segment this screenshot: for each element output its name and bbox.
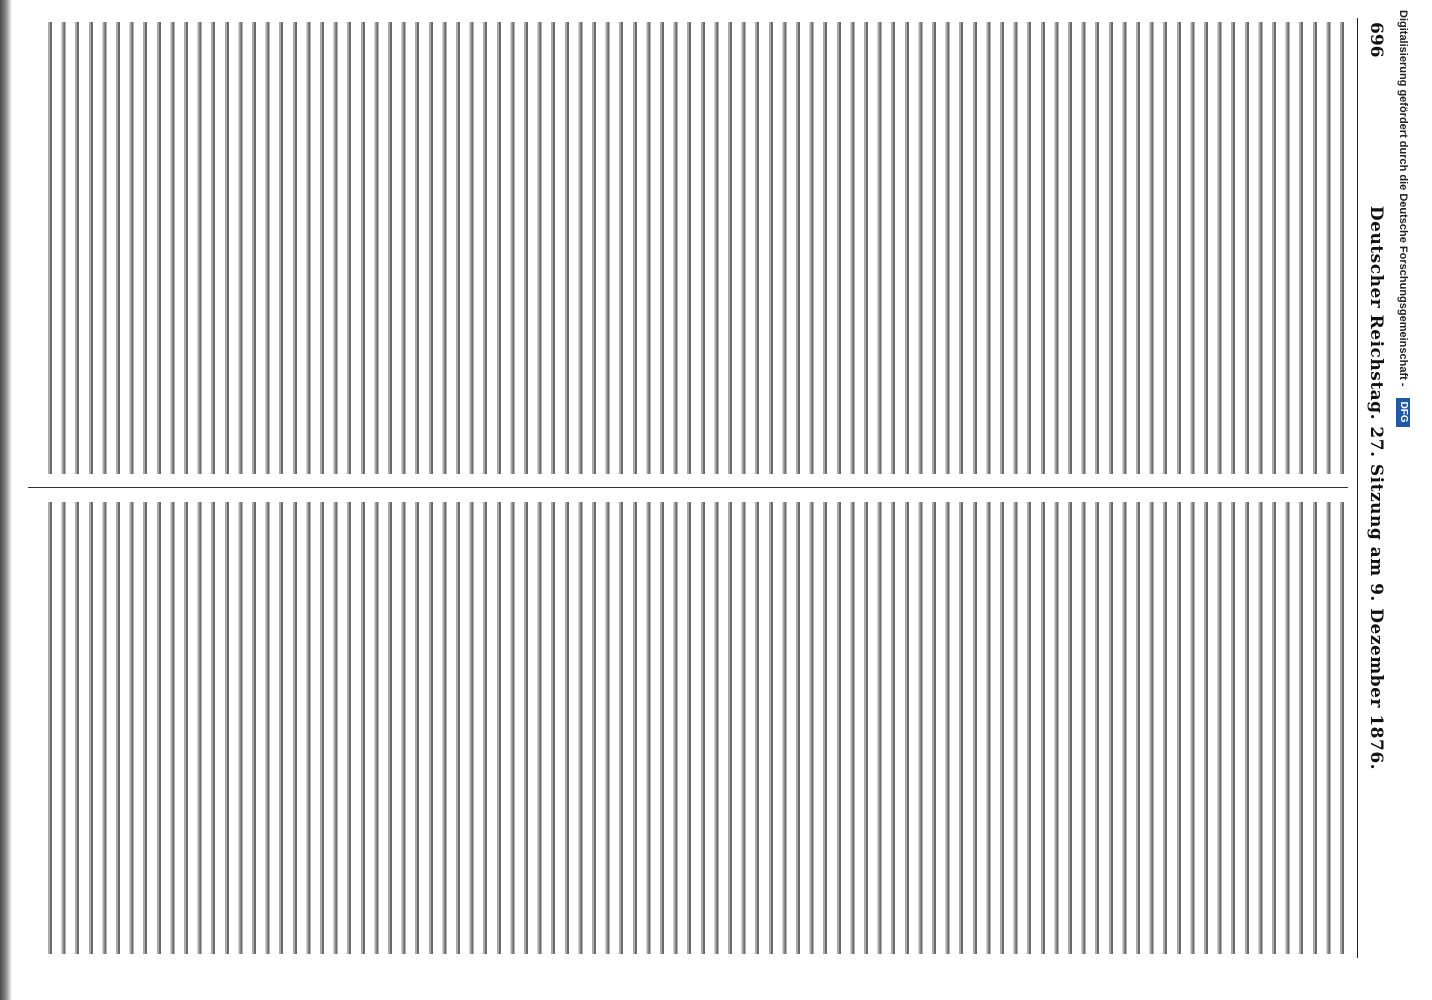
illegible-text-lines: [44, 22, 1344, 474]
scan-edge: [0, 0, 12, 1000]
page-header: [1357, 18, 1392, 958]
rotated-page: [22, 18, 1392, 958]
right-column: [28, 502, 1344, 954]
column-divider: [28, 487, 1348, 488]
digitization-note: [1392, 10, 1410, 990]
digitization-note-text: Digitalisierung gefördert durch die Deutsche Forschungsgemeinschaft -: [1397, 10, 1410, 387]
dfg-badge: DFG: [1396, 398, 1410, 427]
page-number: 696: [1366, 22, 1386, 58]
illegible-text-lines: [44, 502, 1344, 954]
left-column: [28, 22, 1344, 474]
running-title: Deutscher Reichstag. 27. Sitzung am 9. Dezember 1876.: [1366, 205, 1386, 771]
